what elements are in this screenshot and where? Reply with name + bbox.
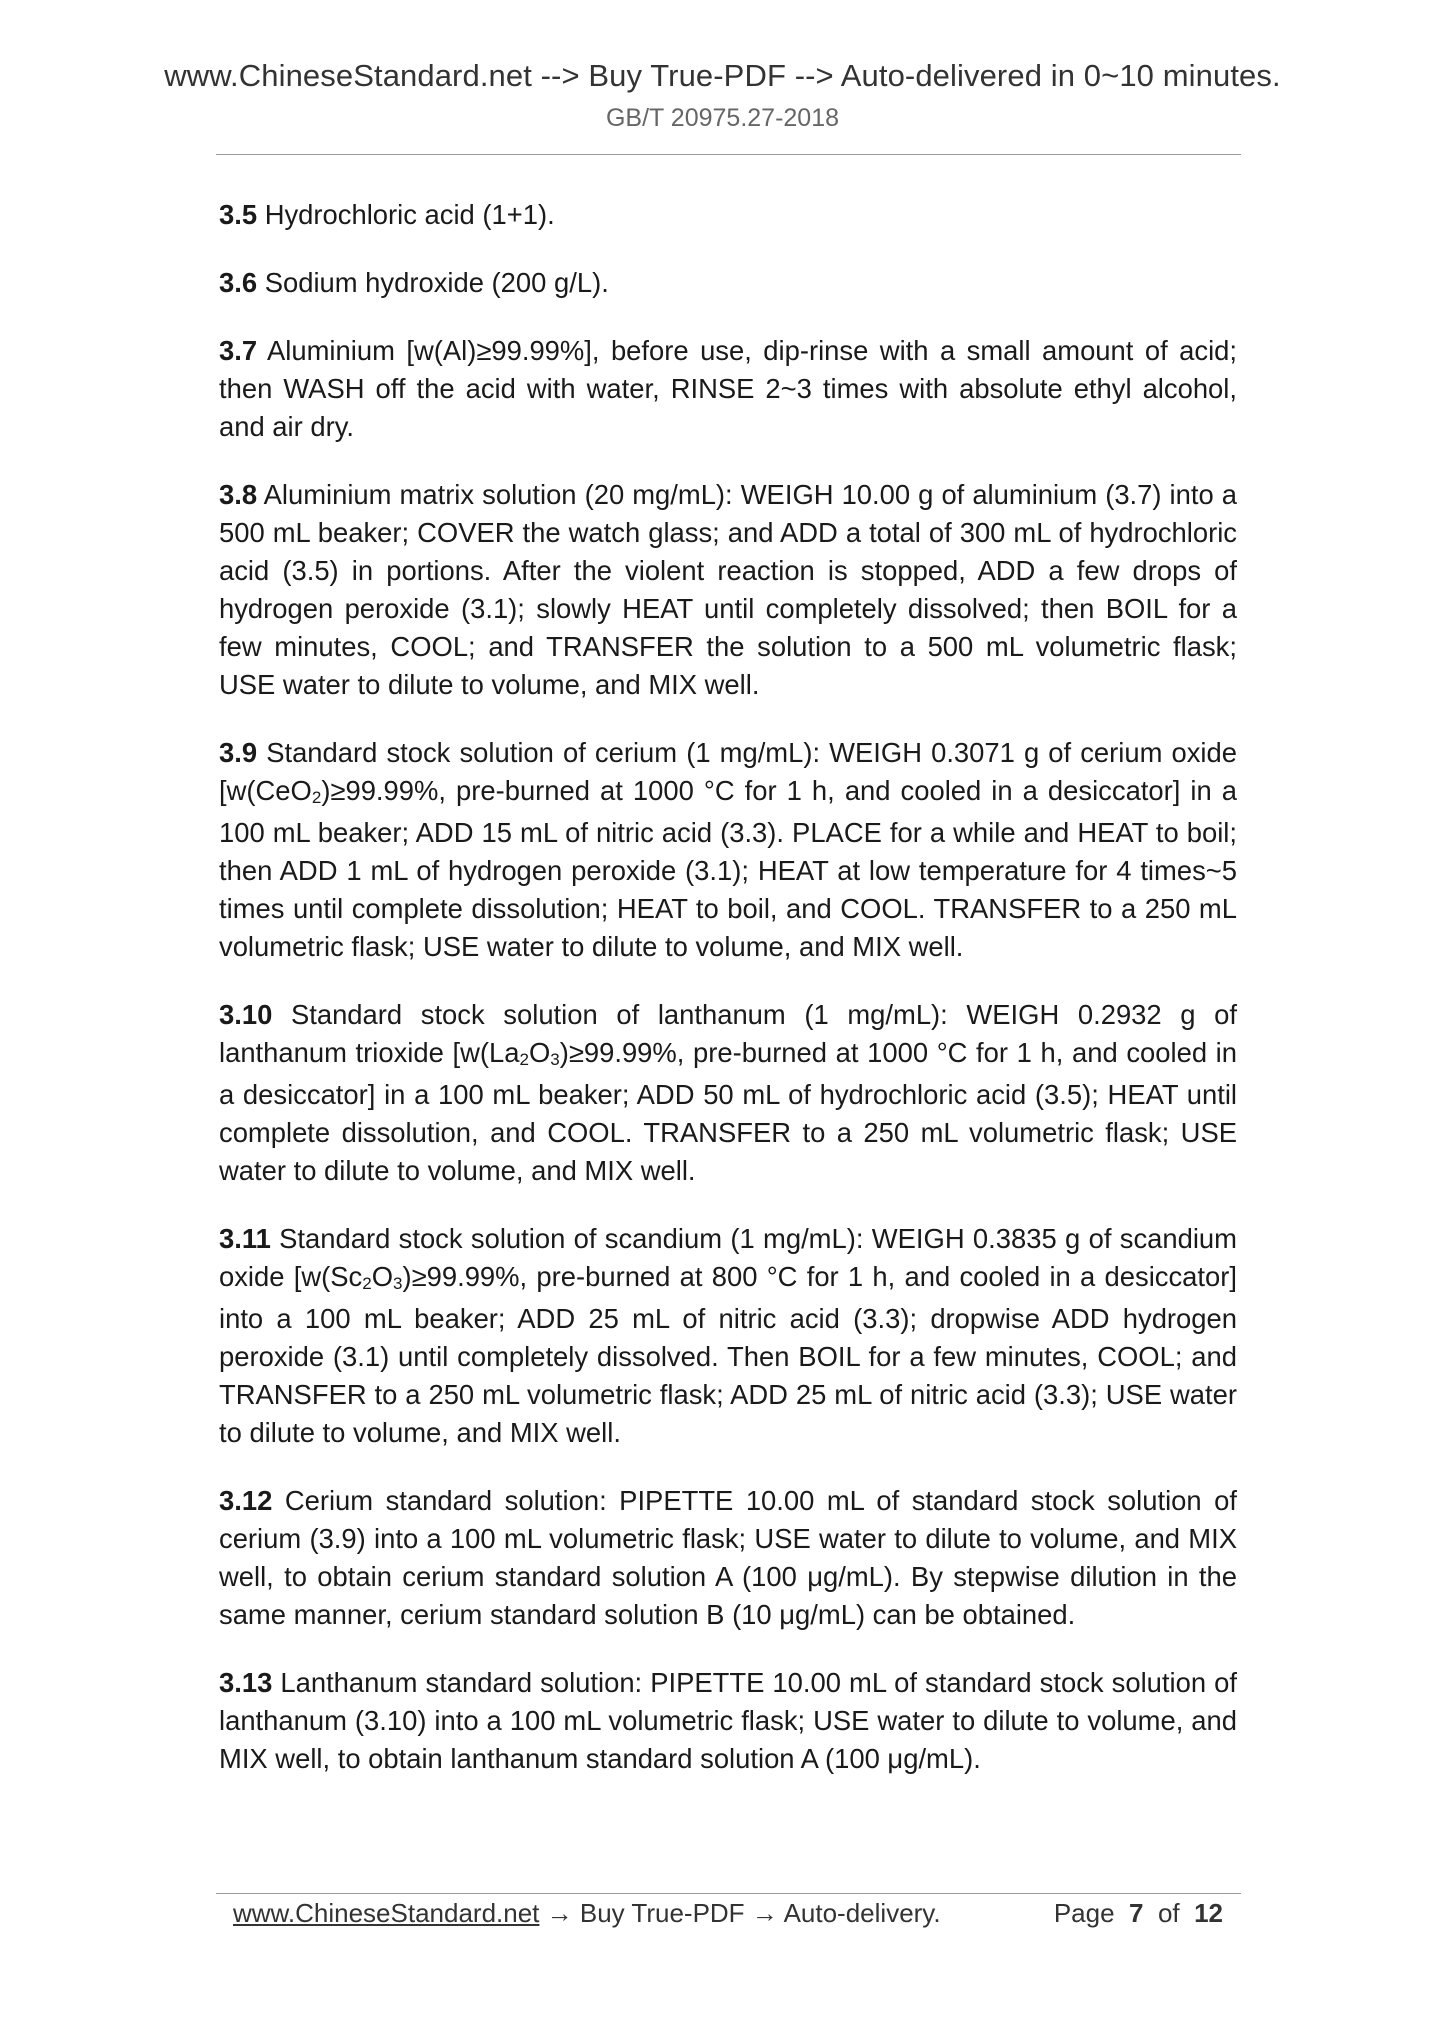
clause-3-6 — [219, 264, 1237, 302]
clause-text: )≥99.99%, pre-burned at 1000 °C for 1 h, and cooled in a desiccator] in a 100 mL beaker; ADD 15 mL of nitric acid (3.3). PLACE for a while and HEAT to boil; then ADD 1 mL of hydrogen peroxide (3.1); HEAT at low temperature for 4 times~5 times until complete dissolution; HEAT to boil, and COOL. TRANSFER to a 250 mL volumetric flask; USE water to dilute to volume, and MIX well. — [219, 775, 1237, 962]
clause-text: Cerium standard solution: PIPETTE 10.00 mL of standard stock solution of cerium (3.9) into a 100 mL volumetric flask; USE water to dilute to volume, and MIX well, to obtain cerium standard solution A (100 μg/mL). By stepwise dilution in the same manner, cerium standard solution B (10 μg/mL) can be obtained. — [219, 1485, 1237, 1630]
footer-text: → Buy True-PDF → Auto-delivery. — [539, 1898, 941, 1928]
of-word: of — [1157, 1898, 1180, 1928]
clause-text: Standard stock solution of cerium (1 mg/mL): WEIGH 0.3071 g of cerium oxide [w(CeO — [219, 737, 1237, 806]
header-divider — [216, 154, 1241, 155]
subscript: 3 — [393, 1274, 403, 1293]
total-pages: 12 — [1194, 1898, 1223, 1928]
clause-text: )≥99.99%, pre-burned at 1000 °C for 1 h, and cooled in a desiccator] in a 100 mL beaker; ADD 50 mL of hydrochloric acid (3.5); HEAT until complete dissolution, and COOL. TRANSFER to a 250 mL volumetric flask; USE water to dilute to volume, and MIX well. — [219, 1037, 1237, 1186]
clause-number: 3.9 — [219, 737, 258, 768]
page-indicator — [1054, 1898, 1223, 1929]
clause-number: 3.10 — [219, 999, 273, 1030]
clause-3-5 — [219, 196, 1237, 234]
footer-divider — [216, 1893, 1241, 1894]
clause-3-12 — [219, 1482, 1237, 1634]
clause-text: Aluminium [w(Al)≥99.99%], before use, dip-rinse with a small amount of acid; then WASH off the acid with water, RINSE 2~3 times with absolute ethyl alcohol, and air dry. — [219, 335, 1237, 442]
clause-text: Standard stock solution of scandium (1 mg/mL): WEIGH 0.3835 g of scandium oxide [w(Sc — [219, 1223, 1237, 1292]
clause-3-7 — [219, 332, 1237, 446]
document-body — [219, 196, 1237, 1808]
clause-number: 3.5 — [219, 199, 258, 230]
page-word: Page — [1053, 1898, 1115, 1928]
clause-text: O — [371, 1261, 393, 1292]
clause-text: Aluminium matrix solution (20 mg/mL): WEIGH 10.00 g of aluminium (3.7) into a 500 mL beaker; COVER the watch glass; and ADD a total of 300 mL of hydrochloric acid (3.5) in portions. After the violent reaction is stopped, ADD a few drops of hydrogen peroxide (3.1); slowly HEAT until completely dissolved; then BOIL for a few minutes, COOL; and TRANSFER the solution to a 500 mL volumetric flask; USE water to dilute to volume, and MIX well. — [219, 479, 1238, 700]
clause-text: Lanthanum standard solution: PIPETTE 10.00 mL of standard stock solution of lanthanum (3.10) into a 100 mL volumetric flask; USE water to dilute to volume, and MIX well, to obtain lanthanum standard solution A (100 μg/mL). — [219, 1667, 1237, 1774]
clause-text: )≥99.99%, pre-burned at 800 °C for 1 h, and cooled in a desiccator] into a 100 mL beaker; ADD 25 mL of nitric acid (3.3); dropwise ADD hydrogen peroxide (3.1) until completely dissolved. Then BOIL for a few minutes, COOL; and TRANSFER to a 250 mL volumetric flask; ADD 25 mL of nitric acid (3.3); USE water to dilute to volume, and MIX well. — [219, 1261, 1237, 1448]
clause-text: Standard stock solution of lanthanum (1 mg/mL): WEIGH 0.2932 g of lanthanum trioxide [w(La — [219, 999, 1237, 1068]
clause-number: 3.13 — [219, 1667, 273, 1698]
header-title: www.ChineseStandard.net --> Buy True-PDF --> Auto-delivered in 0~10 minutes. — [164, 58, 1281, 93]
clause-3-11 — [219, 1220, 1237, 1452]
clause-3-13 — [219, 1664, 1237, 1778]
clause-3-8 — [219, 476, 1237, 704]
clause-3-10 — [219, 996, 1237, 1190]
clause-text: Hydrochloric acid (1+1). — [264, 199, 555, 230]
footer-promo — [233, 1898, 941, 1929]
clause-number: 3.11 — [219, 1223, 271, 1254]
subscript: 2 — [519, 1050, 529, 1069]
subscript: 2 — [362, 1274, 372, 1293]
clause-text: O — [528, 1037, 551, 1068]
clause-text: Sodium hydroxide (200 g/L). — [264, 267, 609, 298]
clause-number: 3.7 — [219, 335, 258, 366]
clause-number: 3.8 — [219, 479, 258, 510]
clause-3-9 — [219, 734, 1237, 966]
page-footer — [233, 1898, 1223, 1938]
standard-number: GB/T 20975.27-2018 — [605, 104, 840, 132]
website-link[interactable]: www.ChineseStandard.net — [233, 1898, 540, 1928]
clause-number: 3.12 — [219, 1485, 273, 1516]
subscript: 3 — [550, 1050, 560, 1069]
subscript: 2 — [311, 788, 322, 807]
page-number: 7 — [1129, 1898, 1144, 1928]
clause-number: 3.6 — [219, 267, 258, 298]
